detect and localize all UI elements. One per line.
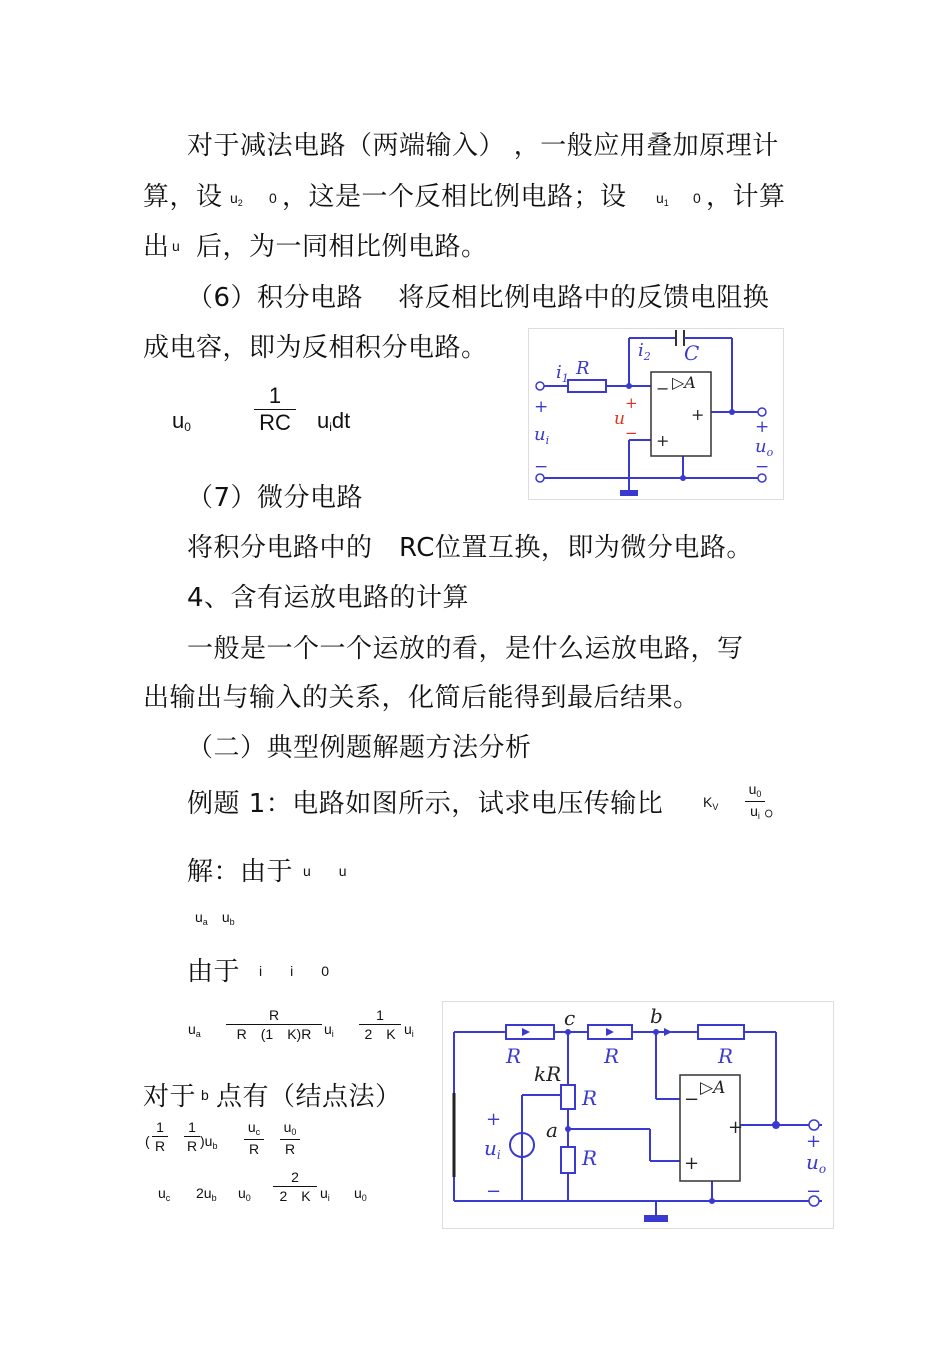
output-plus: + bbox=[755, 417, 770, 437]
opamp-output-plus: + bbox=[691, 405, 705, 424]
fraction-bar bbox=[745, 801, 765, 802]
fraction-u0-ui bbox=[745, 782, 765, 821]
node-b-label: b bbox=[201, 1087, 209, 1103]
fraction-numerator: $u_0$ bbox=[748, 781, 762, 799]
input-minus: − bbox=[534, 457, 549, 477]
example1-period: 。 bbox=[764, 792, 791, 822]
fraction-bar bbox=[226, 1024, 322, 1025]
label-r: R bbox=[576, 358, 590, 379]
opamp2-output-plus: + bbox=[728, 1117, 744, 1138]
eq2-frac4 bbox=[280, 1120, 300, 1156]
node-c-label: c bbox=[564, 1006, 576, 1030]
eq1-fraction bbox=[226, 1008, 322, 1041]
example1-question: 例题 1：电路如图所示，试求电压传输比 bbox=[187, 789, 664, 819]
opamp2-symbol: ▷A bbox=[700, 1078, 726, 1098]
output2-minus: − bbox=[806, 1181, 822, 1202]
fraction-numerator: 1 bbox=[156, 1119, 164, 1135]
eq2-frac2 bbox=[184, 1120, 200, 1153]
fraction-numerator: 1 bbox=[268, 383, 282, 408]
heading-integrator: （6）积分电路 将反相比例电路中的反馈电阻换 bbox=[187, 283, 770, 313]
eq2-frac1 bbox=[152, 1120, 168, 1153]
label-i1: $i_1$ bbox=[556, 362, 569, 385]
node-a-label: a bbox=[546, 1118, 558, 1142]
opamp-minus: − bbox=[656, 379, 670, 398]
solution-line3: 由于 bbox=[187, 957, 241, 987]
fraction-denominator: R (1 K)R bbox=[236, 1026, 312, 1042]
eq3-u0: $u_0$ bbox=[238, 1185, 251, 1203]
eq3-fraction bbox=[273, 1170, 317, 1203]
fraction-numerator: $u_c$ bbox=[247, 1119, 261, 1137]
para-integrator-line2: 成电容，即为反相积分电路。 bbox=[143, 333, 488, 363]
fraction-denominator: R bbox=[284, 1141, 296, 1157]
formula-fraction-1-rc bbox=[254, 385, 296, 434]
label-r3: R bbox=[718, 1044, 734, 1068]
fraction-numerator: R bbox=[268, 1007, 280, 1023]
label-u-minus: u bbox=[614, 409, 625, 429]
fraction-denominator: R bbox=[154, 1138, 166, 1154]
label-r4: R bbox=[582, 1086, 598, 1110]
heading-examples: （二）典型例题解题方法分析 bbox=[187, 733, 532, 763]
opamp2-plus: + bbox=[684, 1153, 700, 1174]
eq1-fraction2 bbox=[359, 1008, 401, 1041]
eq3-ui: $u_i$ bbox=[320, 1185, 330, 1203]
var-u1: $u_1$ bbox=[656, 190, 669, 208]
node-b-label-diagram: b bbox=[650, 1004, 663, 1028]
fraction-bar bbox=[359, 1024, 401, 1025]
fraction-bar bbox=[244, 1139, 264, 1140]
para-differentiator: 将积分电路中的 RC位置互换，即为微分电路。 bbox=[187, 533, 753, 563]
label-r2: R bbox=[604, 1044, 620, 1068]
fraction-bar bbox=[152, 1136, 168, 1137]
label-ui-2: $u_i$ bbox=[484, 1136, 501, 1162]
example-circuit-diagram bbox=[442, 1001, 834, 1229]
fraction-numerator: 1 bbox=[376, 1007, 384, 1023]
solution-ua-ub: $u_a$ $u_b$ bbox=[195, 909, 235, 927]
formula-ui-dt: $u_idt$ bbox=[317, 408, 351, 434]
label-r5: R bbox=[582, 1146, 598, 1170]
input-plus: + bbox=[534, 397, 549, 417]
para-subtractor-line2b: ，这是一个反相比例电路；设 bbox=[282, 182, 627, 212]
label-c: C bbox=[684, 341, 700, 365]
label-uo: $u_o$ bbox=[755, 436, 774, 459]
fraction-bar bbox=[280, 1139, 300, 1140]
para-subtractor-line2a: 算，设 bbox=[143, 182, 223, 212]
var-kv: $K_V$ bbox=[703, 794, 719, 812]
para-subtractor-line1: 对于减法电路（两端输入） ，一般应用叠加原理计 bbox=[187, 131, 779, 161]
eq3-u0b: $u_0$ bbox=[354, 1185, 367, 1203]
output-minus: − bbox=[755, 457, 770, 477]
label-uo-2: $u_o$ bbox=[806, 1150, 827, 1176]
label-u-minus-minus: − bbox=[625, 424, 638, 442]
solution-line1: 解：由于 bbox=[187, 857, 294, 887]
eq1-ui: $u_i$ bbox=[324, 1021, 334, 1039]
eq2-frac3 bbox=[244, 1120, 264, 1156]
fraction-denominator: R bbox=[186, 1138, 198, 1154]
para-opamp-calc-line2: 出输出与输入的关系，化简后能得到最后结果。 bbox=[143, 683, 700, 713]
para-opamp-calc-line1: 一般是一个一个运放的看，是什么运放电路，写 bbox=[187, 634, 744, 664]
fraction-denominator: 2 K bbox=[279, 1188, 311, 1204]
var-u: u bbox=[172, 238, 180, 254]
label-u-minus-plus: + bbox=[625, 394, 638, 412]
fraction-bar bbox=[273, 1186, 317, 1187]
var-u2: $u_2$ bbox=[230, 190, 243, 208]
opamp-plus: + bbox=[656, 431, 670, 450]
label-ui: $u_i$ bbox=[534, 424, 550, 447]
heading-opamp-calc: 4、含有运放电路的计算 bbox=[187, 583, 470, 613]
eq1-ua: $u_a$ bbox=[188, 1021, 201, 1039]
node-b-line-a: 对于 bbox=[143, 1082, 197, 1112]
node-b-line-c: 点有（结点法） bbox=[216, 1082, 402, 1112]
fraction-numerator: 1 bbox=[188, 1119, 196, 1135]
var-zero-a: 0 bbox=[269, 190, 277, 206]
opamp-symbol: ▷A bbox=[672, 373, 696, 392]
solution-line3-vars: i i 0 bbox=[259, 963, 330, 979]
eq2-ub: )$u_b$ bbox=[200, 1133, 218, 1151]
solution-line1-vars: u u bbox=[303, 863, 347, 879]
eq3-2ub: $2u_b$ bbox=[196, 1185, 217, 1203]
eq2-open-paren: ( bbox=[145, 1133, 150, 1149]
integrator-circuit-diagram bbox=[528, 328, 784, 500]
label-i2: $i_2$ bbox=[638, 340, 651, 363]
heading-differentiator: （7）微分电路 bbox=[187, 483, 364, 513]
label-r1: R bbox=[506, 1044, 522, 1068]
fraction-denominator: R bbox=[248, 1141, 260, 1157]
output2-plus: + bbox=[806, 1131, 822, 1152]
label-kr: kR bbox=[534, 1062, 562, 1086]
fraction-denominator: RC bbox=[259, 410, 291, 435]
para-subtractor-line3b: 后，为一同相比例电路。 bbox=[196, 232, 488, 262]
opamp2-minus: − bbox=[684, 1089, 700, 1110]
fraction-numerator: $u_0$ bbox=[283, 1119, 297, 1137]
source-minus: − bbox=[486, 1181, 502, 1202]
source-plus: + bbox=[486, 1109, 502, 1130]
formula-u0: $u_0$ bbox=[172, 408, 191, 434]
eq1-ui2: $u_i$ bbox=[404, 1021, 414, 1039]
eq3-uc: $u_c$ bbox=[158, 1185, 171, 1203]
fraction-bar bbox=[184, 1136, 200, 1137]
para-subtractor-line2c: ，计算 bbox=[706, 182, 786, 212]
var-zero-b: 0 bbox=[693, 190, 701, 206]
fraction-denominator: $u_i$ bbox=[750, 803, 760, 821]
fraction-numerator: 2 bbox=[291, 1169, 299, 1185]
para-subtractor-line3a: 出 bbox=[143, 232, 170, 262]
fraction-denominator: 2 K bbox=[364, 1026, 396, 1042]
